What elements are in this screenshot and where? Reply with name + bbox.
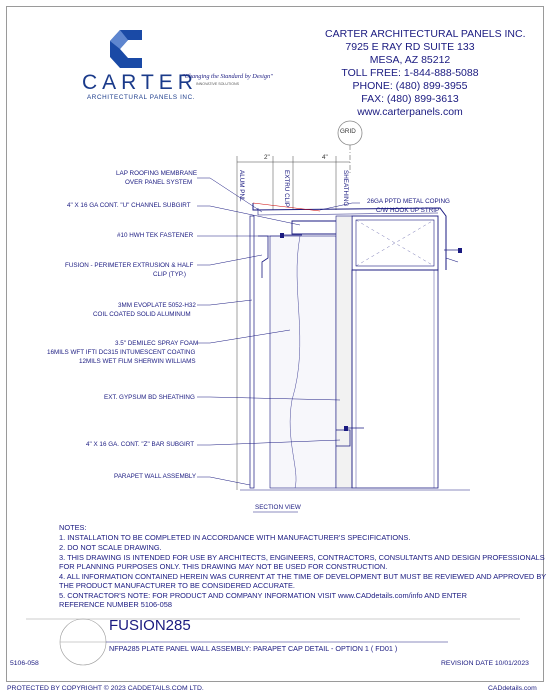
callout-lap-roofing-2: OVER PANEL SYSTEM	[125, 179, 193, 186]
callout-metal-coping-1: 26GA PPTD METAL COPING	[367, 198, 450, 205]
callout-tek-fastener: #10 HWH TEK FASTENER	[117, 232, 194, 239]
callout-spray-foam-3: 12MILS WET FILM SHERWIN WILLIAMS	[79, 358, 196, 365]
drawing-subtitle: NFPA285 PLATE PANEL WALL ASSEMBLY: PARAPET CAP DETAIL - OPTION 1 ( FD01 )	[109, 644, 398, 653]
callout-fusion-extrusion-1: FUSION - PERIMETER EXTRUSION & HALF	[65, 262, 194, 269]
section-view-label: SECTION VIEW	[255, 504, 301, 511]
logo-subtitle: ARCHITECTURAL PANELS INC.	[87, 94, 196, 101]
dimension-left: 2"	[264, 154, 270, 161]
note-3: 3. THIS DRAWING IS INTENDED FOR USE BY ARCHITECTS, ENGINEERS, CONTRACTORS, CONSULTANTS AND DESIGN PROFESSIONALS	[59, 553, 545, 562]
label-alum-pnl: ALUM PNL	[238, 170, 245, 202]
callout-evoplate-2: COIL COATED SOLID ALUMINUM	[93, 311, 191, 318]
note-4: 4. ALL INFORMATION CONTAINED HEREIN WAS CURRENT AT THE TIME OF DEVELOPMENT BUT MUST BE REVIEWED AND APPROVED BY	[59, 572, 547, 581]
gypsum-sheathing	[336, 216, 352, 488]
copyright-footer: PROTECTED BY COPYRIGHT © 2023 CADDETAILS.COM LTD.	[7, 685, 204, 692]
label-extru-clip: EXTRU CLIP	[283, 170, 290, 208]
company-phone: PHONE: (480) 899-3955	[352, 80, 468, 92]
note-5: 5. CONTRACTOR'S NOTE: FOR PRODUCT AND COMPANY INFORMATION VISIT www.CADdetails.com/info AND ENTER	[59, 591, 467, 600]
caddetails-link[interactable]: CADdetails.com	[488, 685, 537, 692]
revision-date: REVISION DATE 10/01/2023	[441, 660, 529, 667]
callout-evoplate-1: 3MM EVOPLATE 5052-H32	[118, 302, 196, 309]
u-channel	[292, 221, 336, 234]
company-tollfree: TOLL FREE: 1-844-888-5088	[341, 67, 479, 79]
callout-spray-foam-2: 16MILS WFT IFTI DC315 INTUMESCENT COATING	[47, 349, 196, 356]
callout-spray-foam-1: 3.5" DEMILEC SPRAY FOAM	[115, 340, 199, 347]
callout-gypsum-sheathing: EXT. GYPSUM BD SHEATHING	[104, 394, 195, 401]
company-address-2: MESA, AZ 85212	[369, 54, 451, 66]
callout-parapet-wall: PARAPET WALL ASSEMBLY	[114, 473, 197, 480]
callout-u-channel: 4" X 16 GA CONT. "U" CHANNEL SUBGIRT	[67, 202, 191, 209]
spray-foam	[270, 236, 336, 488]
title-block-lines	[0, 605, 550, 680]
callout-lap-roofing-1: LAP ROOFING MEMBRANE	[116, 170, 198, 177]
callout-metal-coping-2: C/W HOOK UP STRIP	[376, 207, 440, 214]
label-sheathing: SHEATHING	[342, 170, 349, 207]
note-2: 2. DO NOT SCALE DRAWING.	[59, 543, 162, 552]
perimeter-extrusion	[258, 236, 268, 278]
reference-number: 5106-058	[10, 660, 39, 667]
note-3-continued: FOR PLANNING PURPOSES ONLY. THIS DRAWING MAY NOT BE USED FOR CONSTRUCTION.	[59, 562, 388, 571]
logo-tagline-sub: INNOVATIVE SOLUTIONS	[196, 82, 239, 86]
parapet-wall	[352, 270, 438, 488]
logo-name: CARTER	[82, 71, 198, 94]
callout-fusion-extrusion-2: CLIP (TYP.)	[153, 271, 187, 278]
drawing-title: FUSION285	[109, 617, 191, 634]
logo-tagline: "Changing the Standard by Design"	[182, 73, 273, 80]
notes-heading: NOTES:	[59, 523, 87, 532]
company-name: CARTER ARCHITECTURAL PANELS INC.	[325, 28, 526, 40]
note-5-continued: REFERENCE NUMBER 5106-058	[59, 600, 172, 609]
dimension-right: 4"	[322, 154, 328, 161]
company-address-1: 7925 E RAY RD SUITE 133	[345, 41, 475, 53]
note-4-continued: THE PRODUCT MANUFACTURER TO BE CONSIDERED ACCURATE.	[59, 581, 295, 590]
grid-label: GRID	[340, 128, 356, 135]
company-fax: FAX: (480) 899-3613	[361, 93, 459, 105]
note-1: 1. INSTALLATION TO BE COMPLETED IN ACCORDANCE WITH MANUFACTURER'S SPECIFICATIONS.	[59, 533, 411, 542]
parapet-blocking	[352, 216, 438, 270]
company-website: www.carterpanels.com	[357, 106, 463, 118]
callout-z-bar-subgirt: 4" X 16 GA. CONT. "Z" BAR SUBGIRT	[86, 441, 195, 448]
